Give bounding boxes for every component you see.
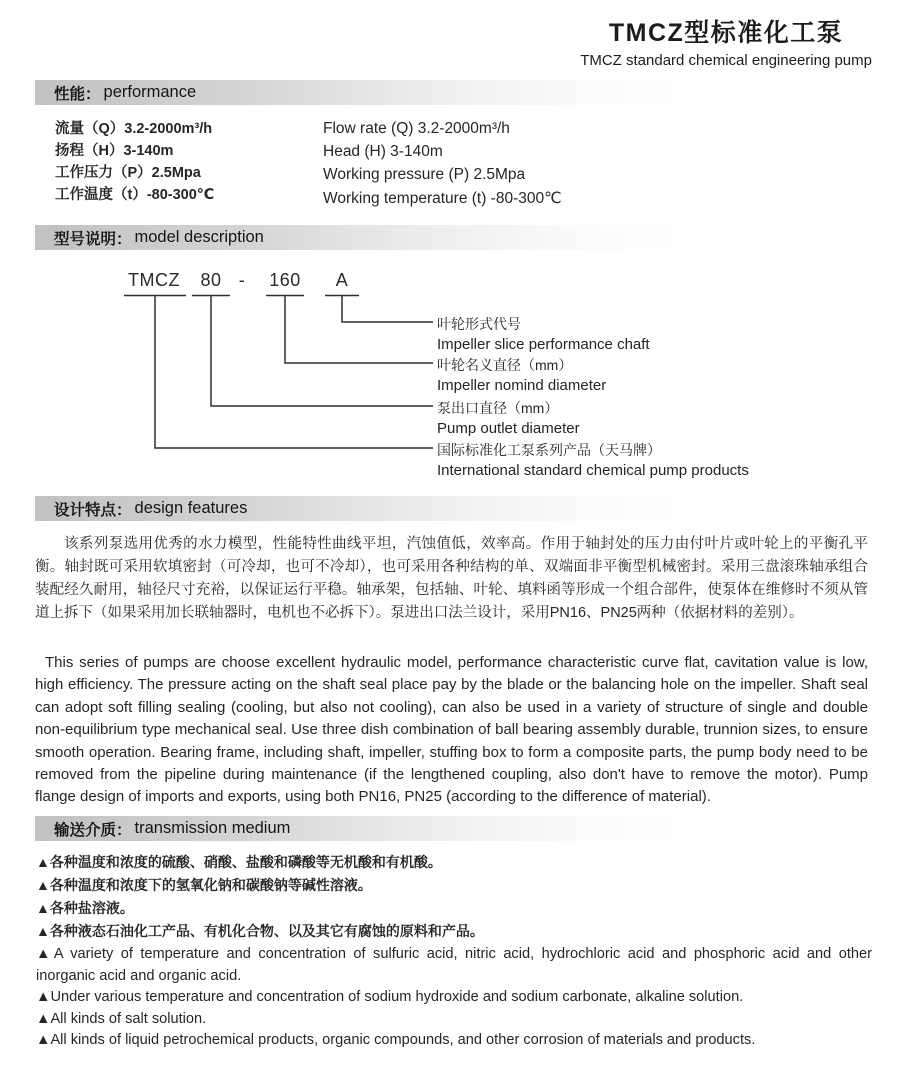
- section-header-medium: [35, 816, 865, 841]
- spec-head-zh: 扬程（H）3-140m: [55, 143, 174, 159]
- model-code-impeller: A: [335, 270, 349, 290]
- section-heading-zh: 型号说明：: [54, 230, 132, 248]
- section-heading-zh: 性能：: [54, 85, 101, 103]
- label-series-product-en: International standard chemical pump products: [437, 462, 749, 479]
- medium-bullets-zh: [36, 851, 866, 943]
- model-code-diagram: [0, 268, 900, 490]
- page-header: [580, 13, 872, 69]
- design-paragraph-en: This series of pumps are choose excellent hydraulic model, performance characteristic curve flat, cavitation value is low, high efficiency. The pressure acting on the shaft seal place pay by the blade or the balancing hole on the impeller. Shaft seal can adopt soft filling sealing (cooling, but also not cooling), can also be used in a variety of structure of single and double non-equilibrium type mechanical seal. Use three dish combination of ball bearing assembly durable, trunnion sizes, to ensure smooth operation. Bearing frame, including shaft, impeller, stuffing box to form a composite parts, the pump body need to be removed from the pipeline during maintenance (if the lengthened coupling, also don't have to remove the motor). Pump flange design of imports and exports, using both PN16, PN25 (according to the difference of material).: [35, 654, 868, 806]
- page-title-en: TMCZ standard chemical engineering pump: [580, 52, 872, 69]
- bullet-alkaline-en: ▲Under various temperature and concentration of sodium hydroxide and sodium carbonate, alkaline solution.: [36, 989, 744, 1006]
- label-impeller-form-en: Impeller slice performance chaft: [437, 336, 650, 353]
- bullet-petro-zh: ▲各种液态石油化工产品、有机化合物、以及其它有腐蚀的原料和产品。: [36, 923, 484, 939]
- performance-specs-en: [323, 117, 562, 210]
- spec-temperature-zh: 工作温度（t）-80-300℃: [55, 187, 215, 203]
- label-series-product-zh: 国际标准化工泵系列产品（天马牌）: [437, 442, 661, 458]
- model-code-diameter: 160: [269, 270, 301, 290]
- bullet-salt-zh: ▲各种盐溶液。: [36, 900, 134, 916]
- model-code-dash: -: [238, 270, 246, 290]
- section-header-design: [35, 496, 865, 521]
- label-impeller-form-zh: 叶轮形式代号: [437, 316, 521, 332]
- spec-flow-en: Flow rate (Q) 3.2-2000m³/h: [323, 120, 510, 137]
- label-outlet-diameter-en: Pump outlet diameter: [437, 420, 580, 437]
- section-header-model: [35, 225, 865, 250]
- page-title-zh: TMCZ型标准化工泵: [608, 19, 844, 47]
- spec-flow-zh: 流量（Q）3.2-2000m³/h: [55, 121, 213, 137]
- model-code-outlet: 80: [200, 270, 222, 290]
- section-heading-en: transmission medium: [134, 819, 291, 837]
- spec-temperature-en: Working temperature (t) -80-300℃: [323, 189, 562, 207]
- section-heading-zh: 设计特点：: [54, 501, 132, 519]
- design-paragraph-zh: 该系列泵选用优秀的水力模型，性能特性曲线平坦，汽蚀值低，效率高。作用于轴封处的压力由付叶片或叶轮上的平衡孔平衡。轴封既可采用软填密封（可冷却，也可不冷却），也可采用各种结构的单、双端面非平衡型机械密封。采用三盘滚珠轴承组合装配经久耐用，轴径尺寸充裕，以保证运行平稳。轴承架，包括轴、叶轮、填料函等形成一个组合部件，使泵体在维修时不须从管道上拆下（如果采用加长联轴器时，电机也不必拆下）。泵进出口法兰设计，采用PN16、PN25两种（依据材料的差别）。: [35, 536, 868, 621]
- spec-pressure-en: Working pressure (P) 2.5Mpa: [323, 166, 526, 184]
- label-impeller-diameter-en: Impeller nomind diameter: [437, 377, 607, 394]
- section-header-performance: [35, 80, 865, 105]
- section-heading-en: design features: [134, 499, 248, 517]
- performance-specs-zh: [55, 118, 214, 206]
- section-heading-zh: 输送介质：: [54, 821, 132, 839]
- label-impeller-diameter-zh: 叶轮名义直径（mm）: [437, 357, 573, 373]
- bullet-petro-en: ▲All kinds of liquid petrochemical products, organic compounds, and other corrosion of materials and products.: [36, 1032, 756, 1049]
- bullet-acids-zh: ▲各种温度和浓度的硫酸、硝酸、盐酸和磷酸等无机酸和有机酸。: [36, 854, 442, 870]
- model-code-series: TMCZ: [128, 270, 180, 290]
- bullet-alkaline-zh: ▲各种温度和浓度下的氢氧化钠和碳酸钠等碱性溶液。: [36, 877, 372, 893]
- spec-head-en: Head (H) 3-140m: [323, 143, 443, 161]
- section-heading-en: model description: [134, 228, 264, 246]
- bullet-salt-en: ▲All kinds of salt solution.: [36, 1010, 207, 1027]
- spec-pressure-zh: 工作压力（P）2.5Mpa: [55, 165, 201, 181]
- medium-bullets-en: [36, 944, 872, 1052]
- bullet-acids-en: ▲A variety of temperature and concentration of sulfuric acid, nitric acid, hydrochloric acid and phosphoric acid and other inorganic acid and organic acid.: [36, 946, 872, 984]
- label-outlet-diameter-zh: 泵出口直径（mm）: [437, 400, 559, 416]
- section-heading-en: performance: [103, 83, 197, 101]
